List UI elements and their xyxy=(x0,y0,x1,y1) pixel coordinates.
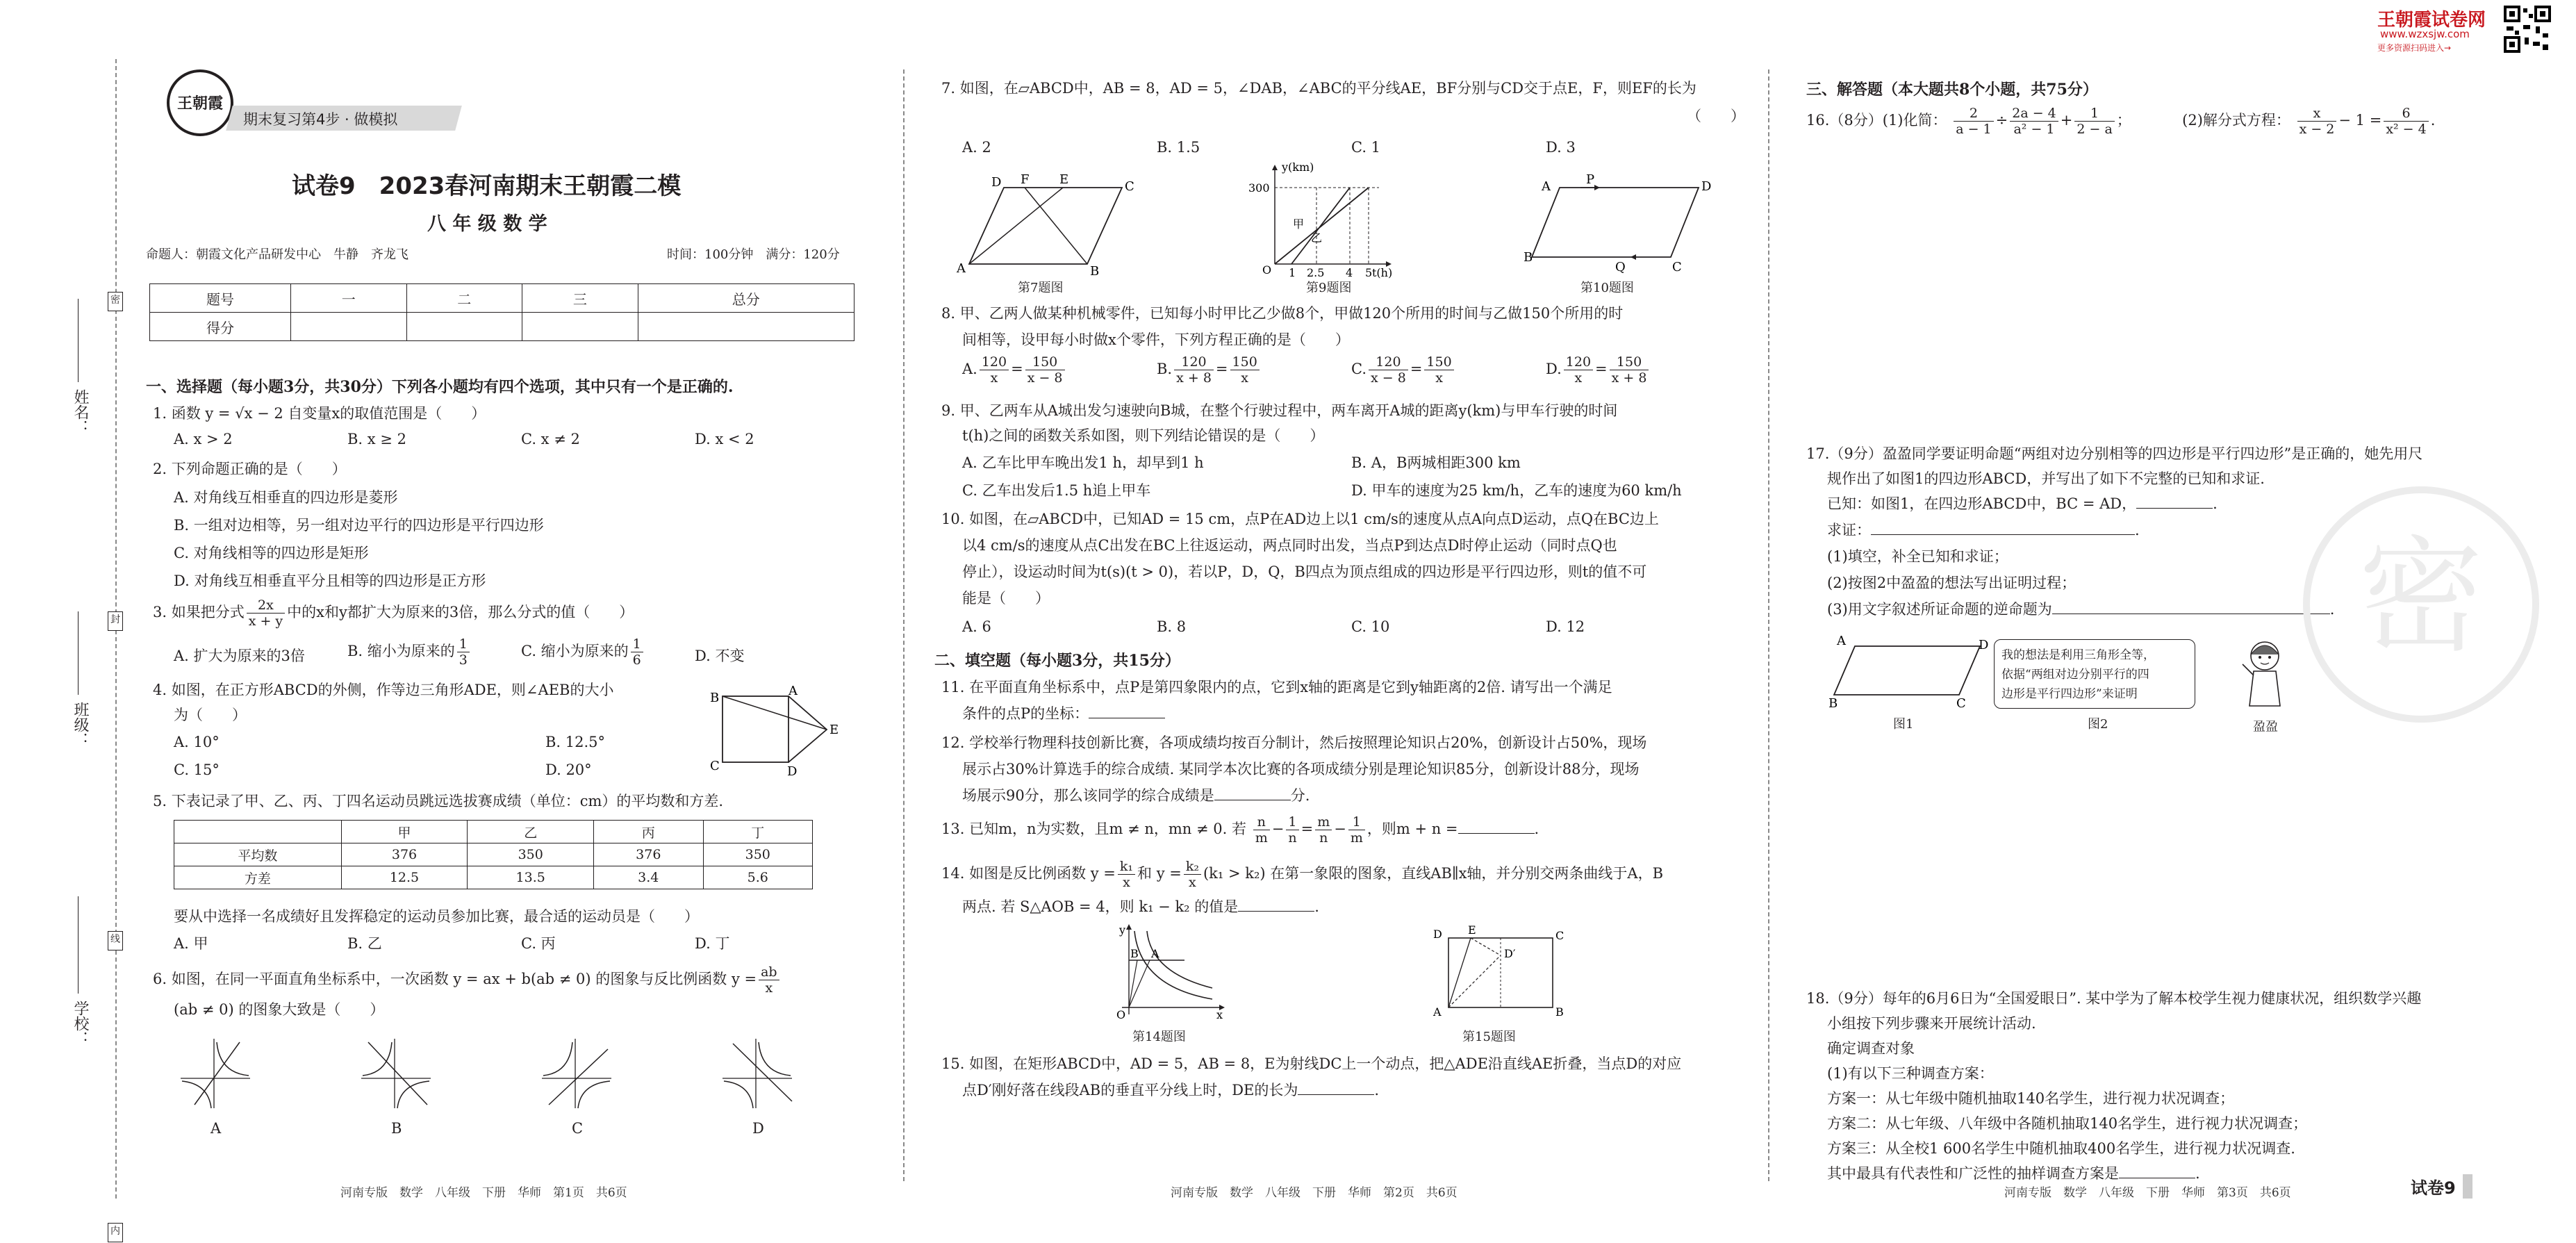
brand-logo: 王朝霞试卷网 xyxy=(2377,10,2486,31)
q10-line-4: 能是（ ） xyxy=(962,590,1050,607)
q10-line-3: 停止），设运动时间为t(s)(t > 0)，若以P，D，Q，B四点为顶点组成的四边形是平行四边形，则t的值不可 xyxy=(962,563,1647,580)
q18-answer-blank[interactable] xyxy=(2119,1162,2195,1178)
q5-opt-a[interactable]: A. 甲 xyxy=(174,935,208,952)
q17-part-1: (1)填空，补全已知和求证； xyxy=(1827,548,2008,565)
q7-opt-a[interactable]: A. 2 xyxy=(962,139,991,156)
wangzhaoxia-logo xyxy=(167,69,233,136)
fig10-label-p: P xyxy=(1586,172,1595,187)
q17-part-3: (3)用文字叙述所证命题的逆命题为 . xyxy=(1827,598,2334,621)
fig10 xyxy=(1524,172,1712,278)
q5-cell: 3.4 xyxy=(594,866,703,889)
q5-th-0 xyxy=(174,821,342,843)
q4-opt-b[interactable]: B. 12.5° xyxy=(545,734,606,750)
q18-plan-3: 方案三：从全校1 600名学生中随机抽取400名学生，进行视力状况调查. xyxy=(1827,1140,2295,1157)
q5-cell: 376 xyxy=(341,843,468,866)
seal-word-4: 内 xyxy=(108,1223,123,1242)
q4-label-b: B xyxy=(710,691,720,705)
page-2 xyxy=(927,63,1747,1202)
q9-stem-1: 9. 甲、乙两车从A城出发匀速驶向B城，在整个行驶过程中，两车离开A城的距离y(km)与甲车行驶的时间 xyxy=(941,402,1618,419)
fig14 xyxy=(1108,924,1226,1021)
fig10-label-b: B xyxy=(1524,250,1533,265)
q5-opt-d[interactable]: D. 丁 xyxy=(695,935,730,952)
q4-label-a: A xyxy=(789,684,798,698)
q6-graph-b[interactable] xyxy=(354,1035,438,1112)
fig14-label-o: O xyxy=(1116,1008,1126,1021)
q4-label-e: E xyxy=(829,723,839,737)
q1-opt-b[interactable]: B. x ≥ 2 xyxy=(347,431,406,447)
q6-opt-a[interactable]: A xyxy=(210,1120,222,1137)
q6-opt-d[interactable]: D xyxy=(752,1120,764,1137)
q6-graph-d[interactable] xyxy=(716,1035,799,1112)
q4-label-d: D xyxy=(787,764,798,779)
page-subtitle: 八 年 级 数 学 xyxy=(427,213,547,235)
q10-opt-c[interactable]: C. 10 xyxy=(1351,618,1390,635)
fig9-tick-5: 5 xyxy=(1365,266,1373,279)
q11-line-1: 11. 在平面直角坐标系中，点P是第四象限内的点，它到x轴的距离是它到y轴距离的2倍. 请写出一个满足 xyxy=(941,679,1612,695)
q5-cell: 5.6 xyxy=(703,866,812,889)
q12-line-3: 场展示90分，那么该同学的综合成绩是 分. xyxy=(962,784,1310,807)
name-line[interactable] xyxy=(78,299,79,382)
q6-opt-c[interactable]: C xyxy=(572,1120,584,1137)
q10-line-2: 以4 cm/s的速度从点C出发在BC上往返运动，两点同时出发，当点P到达点D时停止运动（同时点Q也 xyxy=(962,537,1617,554)
fig14-label-x: x xyxy=(1216,1008,1223,1021)
fig15-label-b: B xyxy=(1555,1005,1564,1019)
fig10-caption: 第10题图 xyxy=(1580,281,1634,295)
q17-label-d: D xyxy=(1979,638,1989,652)
q5-opt-c[interactable]: C. 丙 xyxy=(521,935,556,952)
step-badge-text: 期末复习第4步 · 做模拟 xyxy=(243,111,398,128)
fig9-caption: 第9题图 xyxy=(1306,281,1352,295)
q7-stem: 7. 如图，在▱ABCD中，AB = 8，AD = 5，∠DAB，∠ABC的平分线AE，BF分别与CD交于点E，F，则EF的长为 xyxy=(941,80,1696,97)
score-header-2: 二 xyxy=(406,284,522,313)
q17-prove: 求证： . xyxy=(1827,518,2140,542)
fig15-label-c: C xyxy=(1555,929,1564,942)
secret-seal xyxy=(2303,486,2539,723)
q11-line-2: 条件的点P的坐标： xyxy=(962,702,1165,725)
fig9-tick-1: 1 xyxy=(1289,266,1296,279)
fig15 xyxy=(1428,924,1567,1021)
fig10-label-c: C xyxy=(1672,260,1682,274)
q17-speech-bubble xyxy=(1994,639,2195,709)
q8-stem-1: 8. 甲、乙两人做某种机械零件，已知每小时甲比乙少做8个，甲做120个所用的时间与乙做150个所用的时 xyxy=(941,305,1624,322)
q4-figure xyxy=(702,684,854,779)
fig7-label-b: B xyxy=(1090,264,1100,279)
q17-girl-name: 盈盈 xyxy=(2253,720,2278,734)
q17-given: 已知：如图1，在四边形ABCD中，BC = AD， . xyxy=(1827,492,2218,516)
q12-line-1: 12. 学校举行物理科技创新比赛，各项成绩均按百分制计，然后按照理论知识占20%，创新设计占50%，现场 xyxy=(941,734,1647,751)
q18-plan-2: 方案二：从七年级、八年级中各随机抽取140名学生，进行视力状况调查； xyxy=(1827,1115,2308,1132)
seal-word-3: 线 xyxy=(108,931,123,950)
page-3-footer: 河南专版 数学 八年级 下册 华师 第3页 共6页 xyxy=(2004,1186,2291,1200)
fig7-label-e: E xyxy=(1059,172,1069,187)
class-label: 班级： xyxy=(72,702,89,748)
fig15-label-e: E xyxy=(1468,923,1476,937)
q1-opt-d[interactable]: D. x < 2 xyxy=(695,431,754,447)
q17-fig2-caption: 图2 xyxy=(2088,717,2108,732)
class-line[interactable] xyxy=(78,611,79,695)
q6-stem-2: (ab ≠ 0) 的图象大致是（ ） xyxy=(174,1001,385,1018)
q7-opt-c[interactable]: C. 1 xyxy=(1351,139,1381,156)
q18-line-2: 小组按下列步骤来开展统计活动. xyxy=(1827,1015,2036,1032)
q8-opt-b[interactable]: B. $\frac{120}{x + 8}$ = $\frac{150}{x}$ xyxy=(1157,354,1262,386)
q15-answer-blank[interactable] xyxy=(1298,1079,1374,1095)
fig9-tick-2-5: 2.5 xyxy=(1307,266,1325,279)
fig7-caption: 第7题图 xyxy=(1018,281,1064,295)
q16-answer-area[interactable] xyxy=(1806,146,2529,438)
q12-line-2: 展示占30%计算选手的综合成绩. 某同学本次比赛的各项成绩分别是理论知识85分，创新设计88分，现场 xyxy=(962,761,1640,777)
score-header-0: 题号 xyxy=(150,284,291,313)
page-1-footer: 河南专版 数学 八年级 下册 华师 第1页 共6页 xyxy=(340,1186,627,1200)
bubble-line-3: 边形是平行四边形”来证明 xyxy=(2001,687,2138,701)
q5-th-1: 甲 xyxy=(341,821,468,843)
page-divider-2 xyxy=(1768,69,1769,1181)
q5-stem: 5. 下表记录了甲、乙、丙、丁四名运动员跳远选拔赛成绩（单位：cm）的平均数和方差. xyxy=(153,793,724,809)
brand-note: 更多资源扫码进入→ xyxy=(2377,43,2452,53)
q12-answer-blank[interactable] xyxy=(1214,784,1291,800)
fig10-label-a: A xyxy=(1542,179,1551,194)
q5-table xyxy=(174,820,813,889)
q17-line-2: 规作出了如图1的四边形ABCD，并写出了如下不完整的已知和求证. xyxy=(1827,470,2265,487)
page-divider-1 xyxy=(903,69,905,1181)
q1-stem: 1. 函数 y = √x − 2 自变量x的取值范围是（ ） xyxy=(153,405,486,422)
logo-text: 王朝霞 xyxy=(176,94,223,113)
q3-opt-a[interactable]: A. 扩大为原来的3倍 xyxy=(174,648,305,664)
fig7 xyxy=(955,174,1136,278)
q11-answer-blank[interactable] xyxy=(1089,702,1165,718)
q5-cell: 350 xyxy=(468,843,594,866)
q3-stem: 3. 如果把分式 $\frac{2x}{x + y}$ 中的x和y都扩大为原来的3倍，那么分式的值（ ） xyxy=(153,598,634,629)
fig9-label-yi: 乙 xyxy=(1311,231,1323,245)
fig9-tick-4: 4 xyxy=(1346,266,1353,279)
q5-th-4: 丁 xyxy=(703,821,812,843)
q18-line-1: 18.（9分）每年的6月6日为“全国爱眼日”. 某中学为了解本校学生视力健康状况，组织数学兴趣 xyxy=(1806,990,2422,1007)
q17-part-2: (2)按图2中盈盈的想法写出证明过程； xyxy=(1827,575,2077,591)
q18-line-3: 确定调查对象 xyxy=(1827,1040,1915,1057)
q7-opt-b[interactable]: B. 1.5 xyxy=(1157,139,1200,156)
q1-opt-c[interactable]: C. x ≠ 2 xyxy=(521,431,580,447)
fig15-caption: 第15题图 xyxy=(1462,1030,1516,1044)
q8-opt-d[interactable]: D. $\frac{120}{x}$ = $\frac{150}{x + 8}$ xyxy=(1546,354,1651,386)
q5-cell: 平均数 xyxy=(174,843,342,866)
fig15-label-d: D xyxy=(1433,928,1442,941)
q17-fig1 xyxy=(1827,632,1987,709)
q4-stem-2: 为（ ） xyxy=(174,707,247,723)
q10-opt-d[interactable]: D. 12 xyxy=(1546,618,1585,635)
fig7-label-f: F xyxy=(1021,172,1030,187)
q9-opt-a[interactable]: A. 乙车比甲车晚出发1 h，却早到1 h xyxy=(962,454,1204,471)
paper-tag: 试卷9 xyxy=(2411,1174,2472,1199)
fig14-caption: 第14题图 xyxy=(1132,1030,1186,1044)
q4-label-c: C xyxy=(710,759,720,773)
q10-opt-b[interactable]: B. 8 xyxy=(1157,618,1187,635)
score-cell-1[interactable] xyxy=(291,313,407,341)
q15-line-1: 15. 如图，在矩形ABCD中，AD = 5，AB = 8，E为射线DC上一个动点，把△ADE沿直线AE折叠，当点D的对应 xyxy=(941,1055,1682,1072)
school-label: 学校： xyxy=(72,1001,89,1046)
q14-stem: 14. 如图是反比例函数 y = $\frac{\text{k₁}}{x}$ 和 y = $\frac{\text{k₂}}{x}$ (k₁ > k₂) 在第一象限的图象，直线AB∥x轴，并分别交两条曲线于A，B xyxy=(941,859,1664,890)
q4-opt-c[interactable]: C. 15° xyxy=(174,762,220,778)
q5-cell: 376 xyxy=(594,843,703,866)
q15-line-2: 点D′刚好落在线段AB的垂直平分线上时，DE的长为 . xyxy=(962,1078,1379,1102)
q4-stem-1: 4. 如图，在正方形ABCD的外侧，作等边三角形ADE，则∠AEB的大小 xyxy=(153,682,614,698)
q17-fig1-caption: 图1 xyxy=(1893,717,1914,732)
q10-line-1: 10. 如图，在▱ABCD中，已知AD = 15 cm，点P在AD边上以1 cm/s的速度从点A向点D运动，点Q在BC边上 xyxy=(941,511,1659,527)
score-header-3: 三 xyxy=(522,284,638,313)
score-cell-2[interactable] xyxy=(406,313,522,341)
q13-answer-blank[interactable] xyxy=(1458,818,1535,834)
q6-graph-a[interactable] xyxy=(174,1035,257,1112)
q3-opt-b[interactable]: B. 缩小为原来的 $\frac{1}{3}$ xyxy=(347,636,472,668)
q9-opt-b[interactable]: B. A，B两城相距300 km xyxy=(1351,454,1521,471)
section-1-title: 一、选择题（每小题3分，共30分）下列各小题均有四个选项，其中只有一个是正确的. xyxy=(146,378,734,396)
q18-line-4: (1)有以下三种调查方案： xyxy=(1827,1065,1994,1082)
q17-line-1: 17.（9分）盈盈同学要证明命题“两组对边分别相等的四边形是平行四边形”是正确的，她先用尺 xyxy=(1806,445,2423,462)
qr-code-icon[interactable] xyxy=(2504,6,2551,53)
q7-paren: （ ） xyxy=(1687,108,1745,124)
page-title: 试卷9 2023春河南期末王朝霞二模 xyxy=(292,172,682,200)
seal-word-1: 密 xyxy=(108,292,123,311)
fig14-label-a: A xyxy=(1151,947,1159,960)
fig10-label-d: D xyxy=(1701,179,1712,194)
q14-answer-blank[interactable] xyxy=(1238,896,1314,912)
q3-fraction: $\frac{2x}{x + y}$ xyxy=(247,598,285,629)
q16: 16.（8分）(1)化简： $\frac{2}{a - 1}$ ÷ $\frac{2a - 4}{\text{a² − 1}}$ + $\frac{1}{2 - a}$ ； (2)解分式方程： $\frac{x}{x - 2}$ − 1 = $\frac{6}{\text{x² − 4}}$ . xyxy=(1806,106,2436,137)
seal-char: 密 xyxy=(2358,525,2484,670)
q8-stem-2: 间相等，设甲每小时做x个零件，下列方程正确的是（ ） xyxy=(962,331,1350,348)
q3-opt-c[interactable]: C. 缩小为原来的 $\frac{1}{6}$ xyxy=(521,636,645,668)
girl-icon xyxy=(2237,636,2293,713)
q1-opt-a[interactable]: A. x > 2 xyxy=(174,431,233,447)
q5-cell: 13.5 xyxy=(468,866,594,889)
fig7-label-c: C xyxy=(1125,179,1134,194)
q2-stem: 2. 下列命题正确的是（ ） xyxy=(153,461,347,477)
q6-stem-1: 6. 如图，在同一平面直角坐标系中，一次函数 y = ax + b(ab ≠ 0) 的图象与反比例函数 y = $\frac{ab}{x}$ xyxy=(153,964,782,996)
q5-th-2: 乙 xyxy=(468,821,594,843)
q8-opt-a[interactable]: A. $\frac{120}{x}$ = $\frac{150}{x - 8}$ xyxy=(962,354,1067,386)
fig9-label-t: t(h) xyxy=(1372,266,1393,279)
q6-opt-b[interactable]: B xyxy=(391,1120,402,1137)
score-cell-4[interactable] xyxy=(638,313,854,341)
score-row-label: 得分 xyxy=(150,313,291,341)
authors: 命题人：朝霞文化产品研发中心 牛静 齐龙飞 xyxy=(146,247,408,262)
q5-stem-2: 要从中选择一名成绩好且发挥稳定的运动员参加比赛，最合适的运动员是（ ） xyxy=(174,908,699,925)
q4-opt-d[interactable]: D. 20° xyxy=(545,762,592,778)
q6-graph-c[interactable] xyxy=(535,1035,618,1112)
q17-label-c: C xyxy=(1956,696,1966,711)
score-cell-3[interactable] xyxy=(522,313,638,341)
q7-opt-d[interactable]: D. 3 xyxy=(1546,139,1576,156)
q17-given-blank[interactable] xyxy=(2136,493,2213,509)
q17-converse-blank[interactable] xyxy=(2052,598,2330,614)
q17-label-a: A xyxy=(1837,634,1846,648)
q5-opt-b[interactable]: B. 乙 xyxy=(347,935,382,952)
q5-cell: 350 xyxy=(703,843,812,866)
fig9 xyxy=(1247,160,1400,278)
fig14-label-b: B xyxy=(1130,947,1139,960)
score-table xyxy=(149,283,854,341)
q13-stem: 13. 已知m，n为实数，且m ≠ n，mn ≠ 0. 若 $\frac{n}{m}$ − $\frac{1}{n}$ = $\frac{m}{n}$ − $\frac{1}{m}$ ，则m + n = . xyxy=(941,814,1539,846)
score-header-4: 总分 xyxy=(638,284,854,313)
q9-stem-2: t(h)之间的函数关系如图，则下列结论错误的是（ ） xyxy=(962,427,1325,444)
score-header-1: 一 xyxy=(291,284,407,313)
q2-opt-d[interactable]: D. 对角线互相垂直平分且相等的四边形是正方形 xyxy=(174,573,486,589)
fig15-label-a: A xyxy=(1433,1005,1442,1019)
q2-opt-b[interactable]: B. 一组对边相等，另一组对边平行的四边形是平行四边形 xyxy=(174,517,544,534)
fig9-label-jia: 甲 xyxy=(1293,217,1305,231)
page-2-footer: 河南专版 数学 八年级 下册 华师 第2页 共6页 xyxy=(1171,1186,1458,1200)
q4-opt-a[interactable]: A. 10° xyxy=(174,734,220,750)
section-2-title: 二、填空题（每小题3分，共15分） xyxy=(934,652,1180,670)
name-label: 姓名： xyxy=(72,389,89,435)
q9-opt-d[interactable]: D. 甲车的速度为25 km/h，乙车的速度为60 km/h xyxy=(1351,482,1682,499)
q5-cell: 12.5 xyxy=(341,866,468,889)
page-1 xyxy=(139,63,868,1202)
q17-label-b: B xyxy=(1828,696,1838,711)
fig9-label-300: 300 xyxy=(1248,181,1270,195)
q5-th-3: 丙 xyxy=(594,821,703,843)
fig9-label-y: y(km) xyxy=(1282,160,1314,174)
fig7-label-d: D xyxy=(991,175,1002,190)
bubble-line-1: 我的想法是利用三角形全等， xyxy=(2001,648,2155,662)
fig9-label-o: O xyxy=(1262,263,1272,277)
brand-url: www.wzxsjw.com xyxy=(2380,28,2470,40)
page-3 xyxy=(1785,63,2550,1202)
seal-word-2: 封 xyxy=(108,611,123,631)
q10-opt-a[interactable]: A. 6 xyxy=(962,618,991,635)
fig14-label-y: y xyxy=(1119,923,1126,937)
q18-last: 其中最具有代表性和广泛性的抽样调查方案是 . xyxy=(1827,1162,2200,1185)
section-3-title: 三、解答题（本大题共8个小题，共75分） xyxy=(1806,81,2098,99)
time-score: 时间：100分钟 满分：120分 xyxy=(667,247,840,262)
fig7-label-a: A xyxy=(957,261,966,276)
school-line[interactable] xyxy=(78,896,79,994)
q9-opt-c[interactable]: C. 乙车出发后1.5 h追上甲车 xyxy=(962,482,1151,499)
q18-plan-1: 方案一：从七年级中随机抽取140名学生，进行视力状况调查； xyxy=(1827,1090,2235,1107)
fig15-label-d-prime: D′ xyxy=(1504,947,1516,960)
q2-opt-a[interactable]: A. 对角线互相垂直的四边形是菱形 xyxy=(174,489,398,506)
q14-line-2: 两点. 若 S△AOB = 4，则 k₁ − k₂ 的值是 . xyxy=(962,895,1319,919)
bubble-line-2: 依据“两组对边分别平行的四 xyxy=(2001,668,2149,682)
q8-opt-c[interactable]: C. $\frac{120}{x - 8}$ = $\frac{150}{x}$ xyxy=(1351,354,1456,386)
q3-opt-d[interactable]: D. 不变 xyxy=(695,648,745,664)
q5-cell: 方差 xyxy=(174,866,342,889)
fig10-label-q: Q xyxy=(1615,260,1626,274)
q17-prove-blank[interactable] xyxy=(1871,519,2135,535)
q2-opt-c[interactable]: C. 对角线相等的四边形是矩形 xyxy=(174,545,369,561)
